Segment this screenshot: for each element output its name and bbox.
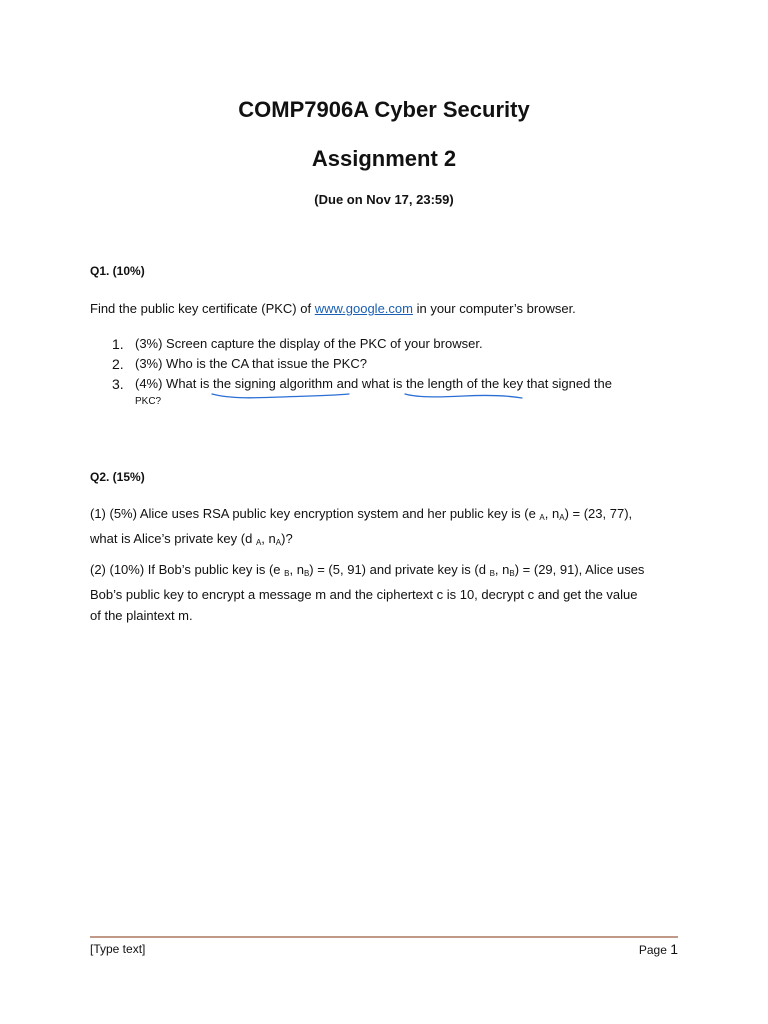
q1-intro-text-end: in your computer’s browser. [412,301,576,316]
due-date: (Due on Nov 17, 23:59) [314,192,454,207]
list-number: 1. [112,336,124,352]
list-item-text: (4%) What is [135,376,214,391]
list-item-text: and what is [332,376,406,391]
underline-stroke [211,392,351,400]
handwritten-underline-key-length: the length of the key [406,374,523,394]
q2-heading: Q2. (15%) [90,470,145,484]
q1-heading: Q1. (10%) [90,264,145,278]
q1-intro [90,298,690,319]
footer-divider [90,936,678,938]
list-item [112,354,672,374]
q2-part1: (1) (5%) Alice uses RSA public key encryption system and her public key is (e $_A$, $n_A) = (23$, 77), what is Alice’s private key (d $_A$, $n_A$)? [90,506,633,547]
document-title: COMP7906A Cyber Security [238,97,530,122]
list-number: 2. [112,356,124,372]
underline-stroke [404,392,524,400]
list-item-text: (3%) Screen capture the display of the PKC of your browser. [135,336,483,351]
list-item-text: (3%) Who is the CA that issue the PKC? [135,356,367,371]
list-item [112,334,672,354]
list-item-continuation: PKC? [135,396,162,407]
q2-part2: (2) (10%) If Bob’s public key is (e $_B$, $n_B) = (5$, 91) and private key is (d $_B$, $n_B) = (29$, 91), Alice uses Bob’s public key to encrypt a message m and the ciphertext c is 10, decrypt c and get the value of the plaintext m. [90,562,645,623]
assignment-title: Assignment 2 [311,146,457,171]
q1-intro-text: Find the public key certificate (PKC) of [90,301,315,316]
list-item-text: that signed the [523,376,612,391]
footer-placeholder: [Type text] [90,942,146,956]
q1-list [112,334,672,410]
list-number: 3. [112,376,124,392]
google-link[interactable]: www.google.com [314,301,413,316]
page-number: Page 1 [638,941,678,957]
list-item [112,374,672,410]
handwritten-underline-signing-algorithm: the signing algorithm [213,374,333,394]
